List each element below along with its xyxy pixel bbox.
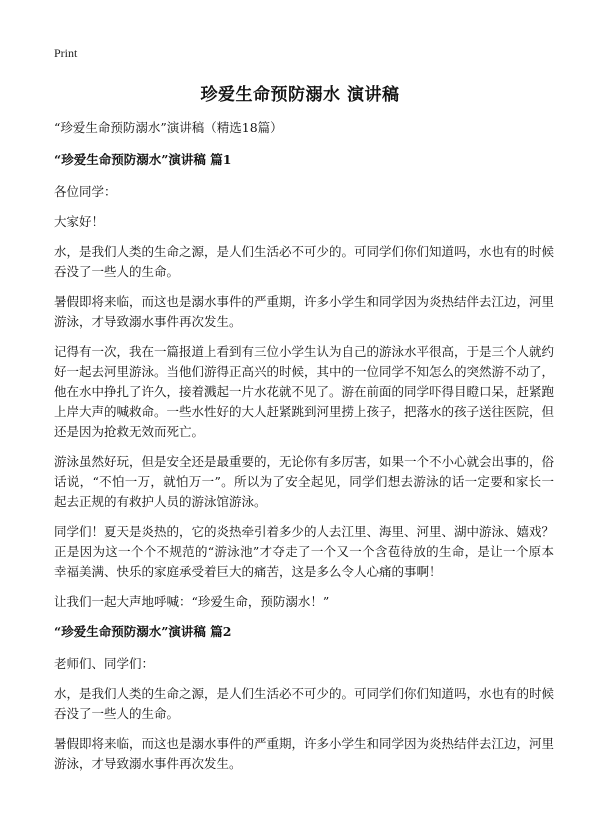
paragraph: 水，是我们人类的生命之源，是人们生活必不可少的。可同学们你们知道吗，水也有的时候吞没了一些人的生命。 [54,686,555,721]
paragraph: 大家好！ [54,214,105,229]
paragraph: 老师们、同学们： [54,656,155,671]
paragraph: 暑假即将来临，而这也是溺水事件的严重期，许多小学生和同学因为炎热结伴去江边，河里游泳，才导致溺水事件再次发生。 [54,736,555,771]
paragraph: 暑假即将来临，而这也是溺水事件的严重期，许多小学生和同学因为炎热结伴去江边，河里游泳，才导致溺水事件再次发生。 [54,294,555,329]
document-body [54,118,554,784]
paragraph: 让我们一起大声地呼喊：“珍爱生命，预防溺水！” [54,594,330,609]
page-title: 珍爱生命预防溺水 演讲稿 [200,85,400,105]
section-heading-1: “珍爱生命预防溺水”演讲稿 篇1 [54,152,232,167]
section-heading-2: “珍爱生命预防溺水”演讲稿 篇2 [54,624,232,639]
paragraph: 记得有一次，我在一篇报道上看到有三位小学生认为自己的游泳水平很高，于是三个人就约好一起去河里游泳。当他们游得正高兴的时候，其中的一位同学不知怎么的突然游不动了，他在水中挣扎了许久，接着溅起一片水花就不见了。游在前面的同学吓得目瞪口呆，赶紧跑上岸大声的喊救命。一些水性好的大人赶紧跳到河里捞上孩子，把落水的孩子送往医院，但还是因为抢救无效而死亡。 [54,344,555,439]
print-label: Print [54,46,78,60]
paragraph: 水，是我们人类的生命之源，是人们生活必不可少的。可同学们你们知道吗，水也有的时候吞没了一些人的生命。 [54,244,555,279]
paragraph: 游泳虽然好玩，但是安全还是最重要的，无论你有多厉害，如果一个不小心就会出事的，俗话说，“不怕一万，就怕万一”。所以为了安全起见，同学们想去游泳的话一定要和家长一起去正规的有救护人员的游泳馆游泳。 [54,454,555,509]
paragraph: 同学们！夏天是炎热的，它的炎热牵引着多少的人去江里、海里、河里、湖中游泳、嬉戏？正是因为这一个个不规范的“游泳池”才夺走了一个又一个含苞待放的生命，是让一个原本幸福美满、快乐的家庭承受着巨大的痛苦，这是多么令人心痛的事啊！ [54,524,555,579]
paragraph: 各位同学： [54,184,117,199]
document-subtitle: “珍爱生命预防溺水”演讲稿（精选18篇） [54,120,283,135]
